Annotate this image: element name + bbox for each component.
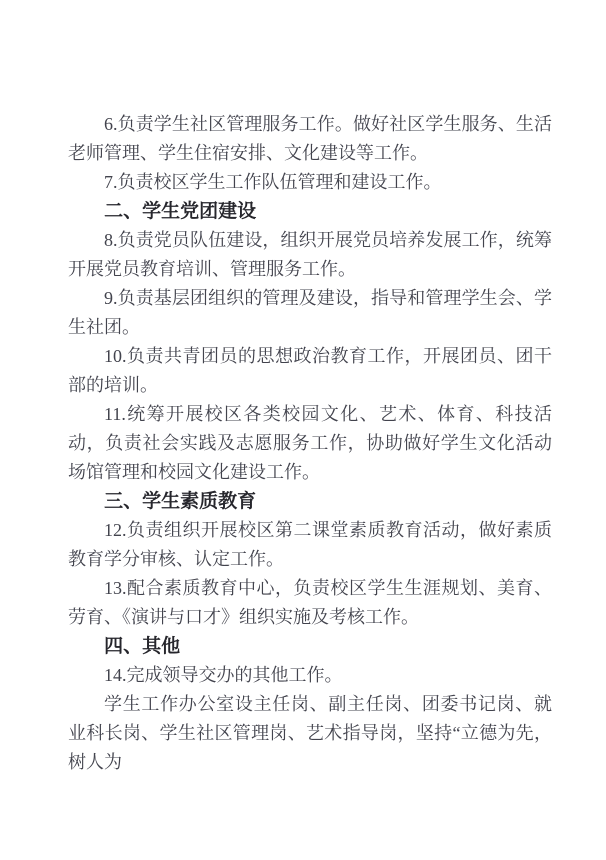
document-paragraph-item-12: 12.负责组织开展校区第二课堂素质教育活动，做好素质教育学分审核、认定工作。 bbox=[68, 520, 552, 569]
document-paragraph-item-8: 8.负责党员队伍建设，组织开展党员培养发展工作，统筹开展党员教育培训、管理服务工作。 bbox=[68, 230, 552, 279]
document-paragraph-item-9: 9.负责基层团组织的管理及建设，指导和管理学生会、学生社团。 bbox=[68, 288, 552, 337]
document-paragraph-item-10: 10.负责共青团员的思想政治教育工作，开展团员、团干部的培训。 bbox=[68, 346, 552, 395]
section-heading-2: 二、学生党团建设 bbox=[104, 201, 257, 222]
document-paragraph-closing: 学生工作办公室设主任岗、副主任岗、团委书记岗、就业科长岗、学生社区管理岗、艺术指导岗，坚持“立德为先，树人为 bbox=[68, 694, 552, 772]
document-paragraph-item-13: 13.配合素质教育中心，负责校区学生生涯规划、美育、劳育、《演讲与口才》组织实施及考核工作。 bbox=[68, 578, 552, 627]
section-heading-4: 四、其他 bbox=[104, 636, 181, 657]
document-paragraph-item-6: 6.负责学生社区管理服务工作。做好社区学生服务、生活老师管理、学生住宿安排、文化建设等工作。 bbox=[68, 114, 552, 163]
section-heading-3: 三、学生素质教育 bbox=[104, 491, 257, 512]
document-paragraph-item-7: 7.负责校区学生工作队伍管理和建设工作。 bbox=[104, 172, 442, 192]
page-content bbox=[68, 110, 552, 777]
document-paragraph-item-14: 14.完成领导交办的其他工作。 bbox=[104, 665, 343, 685]
document-paragraph-item-11: 11.统筹开展校区各类校园文化、艺术、体育、科技活动，负责社会实践及志愿服务工作，协助做好学生文化活动场馆管理和校园文化建设工作。 bbox=[68, 404, 552, 482]
